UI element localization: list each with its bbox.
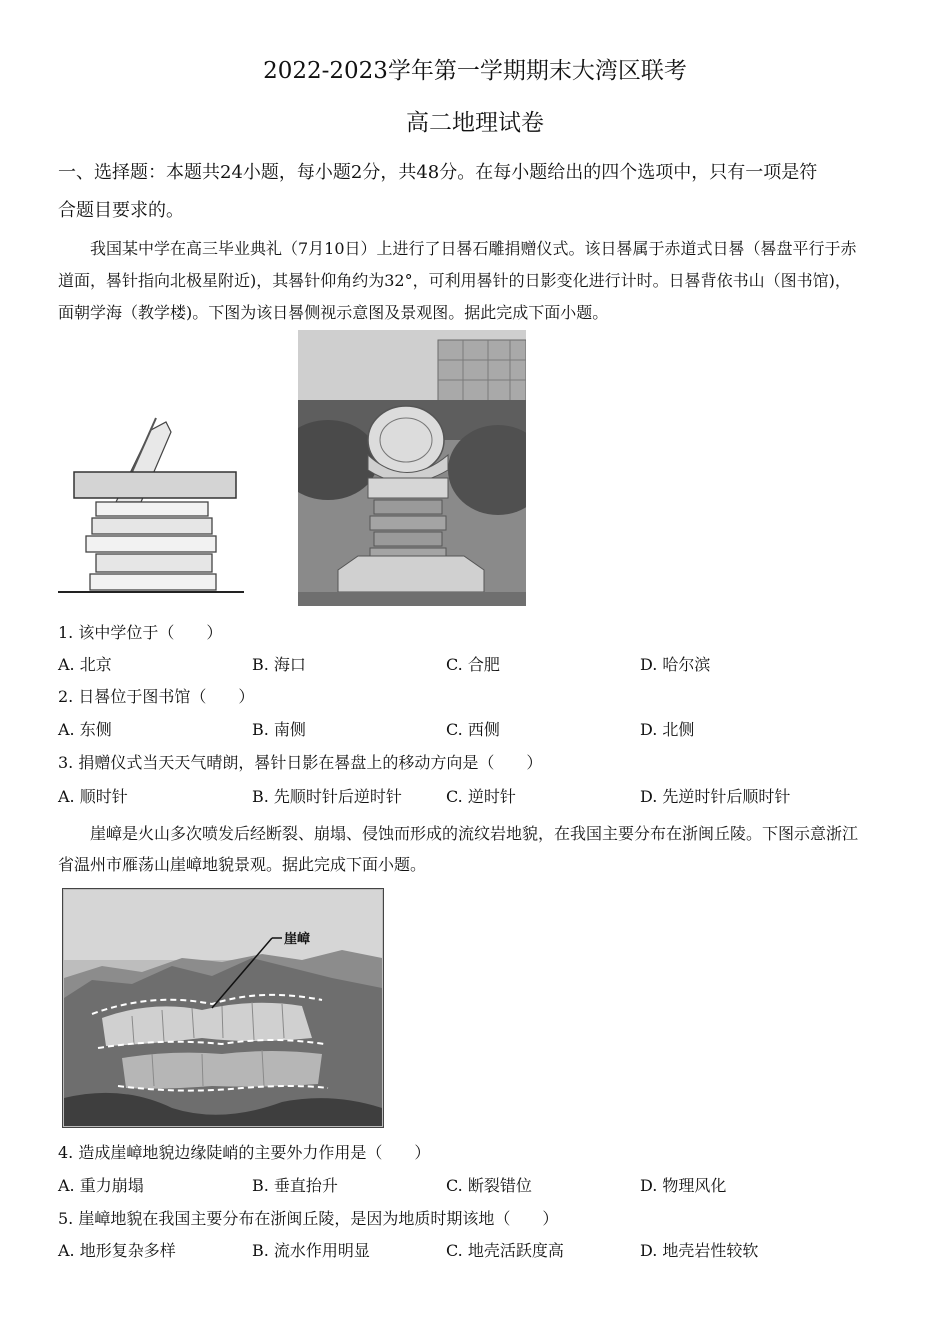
cliff-landscape-drawing [62, 888, 384, 1128]
question-3-option-a[interactable]: A. 顺时针 [58, 787, 128, 806]
section-instruction-line-2: 合题目要求的。 [58, 200, 184, 221]
passage-2-line-1: 崖嶂是火山多次喷发后经断裂、崩塌、侵蚀而形成的流纹岩地貌，在我国主要分布在浙闽丘陵。下图示意浙江 [90, 824, 859, 843]
cliff-landscape-photo [62, 888, 384, 1128]
question-2-option-d[interactable]: D. 北侧 [640, 720, 695, 739]
sundial-photo [298, 330, 526, 606]
question-5-option-d[interactable]: D. 地壳岩性较软 [640, 1241, 759, 1260]
question-1-option-b[interactable]: B. 海口 [252, 655, 306, 674]
question-5-option-a[interactable]: A. 地形复杂多样 [58, 1241, 176, 1260]
question-1-option-c[interactable]: C. 合肥 [446, 655, 500, 674]
question-3-option-b[interactable]: B. 先顺时针后逆时针 [252, 787, 402, 806]
question-2-option-a[interactable]: A. 东侧 [58, 720, 112, 739]
question-3-stem: 3. 捐赠仪式当天天气晴朗，晷针日影在晷盘上的移动方向是（ ） [58, 753, 543, 772]
section-instruction-line-1: 一、选择题：本题共24小题，每小题2分，共48分。在每小题给出的四个选项中，只有一项是符 [58, 162, 818, 183]
question-1-stem: 1. 该中学位于（ ） [58, 623, 223, 642]
cliff-label: 崖嶂 [284, 932, 311, 947]
question-2-option-c[interactable]: C. 西侧 [446, 720, 500, 739]
passage-2-line-2: 省温州市雁荡山崖嶂地貌景观。据此完成下面小题。 [58, 855, 427, 874]
question-4-option-a[interactable]: A. 重力崩塌 [58, 1176, 144, 1195]
question-5-option-c[interactable]: C. 地壳活跃度高 [446, 1241, 564, 1260]
question-1-option-d[interactable]: D. 哈尔滨 [640, 655, 711, 674]
question-4-option-c[interactable]: C. 断裂错位 [446, 1176, 532, 1195]
sundial-side-view-sketch [56, 410, 246, 610]
question-2-option-b[interactable]: B. 南侧 [252, 720, 306, 739]
passage-1-line-3: 面朝学海（教学楼)。下图为该日晷侧视示意图及景观图。据此完成下面小题。 [58, 303, 609, 322]
question-4-stem: 4. 造成崖嶂地貌边缘陡峭的主要外力作用是（ ） [58, 1143, 431, 1162]
question-1-option-a[interactable]: A. 北京 [58, 655, 112, 674]
question-4-option-d[interactable]: D. 物理风化 [640, 1176, 727, 1195]
question-5-option-b[interactable]: B. 流水作用明显 [252, 1241, 370, 1260]
passage-1-line-1: 我国某中学在高三毕业典礼（7月10日）上进行了日晷石雕捐赠仪式。该日晷属于赤道式日晷（晷盘平行于赤 [90, 239, 857, 258]
exam-title: 2022-2023学年第一学期期末大湾区联考 [263, 58, 687, 84]
question-3-option-c[interactable]: C. 逆时针 [446, 787, 516, 806]
question-5-stem: 5. 崖嶂地貌在我国主要分布在浙闽丘陵，是因为地质时期该地（ ） [58, 1209, 559, 1228]
exam-subtitle: 高二地理试卷 [406, 110, 544, 136]
passage-1-line-2: 道面，晷针指向北极星附近)，其晷针仰角约为32°，可利用晷针的日影变化进行计时。日晷背依书山（图书馆)， [58, 271, 851, 290]
question-2-stem: 2. 日晷位于图书馆（ ） [58, 687, 255, 706]
question-4-option-b[interactable]: B. 垂直抬升 [252, 1176, 338, 1195]
question-3-option-d[interactable]: D. 先逆时针后顺时针 [640, 787, 791, 806]
